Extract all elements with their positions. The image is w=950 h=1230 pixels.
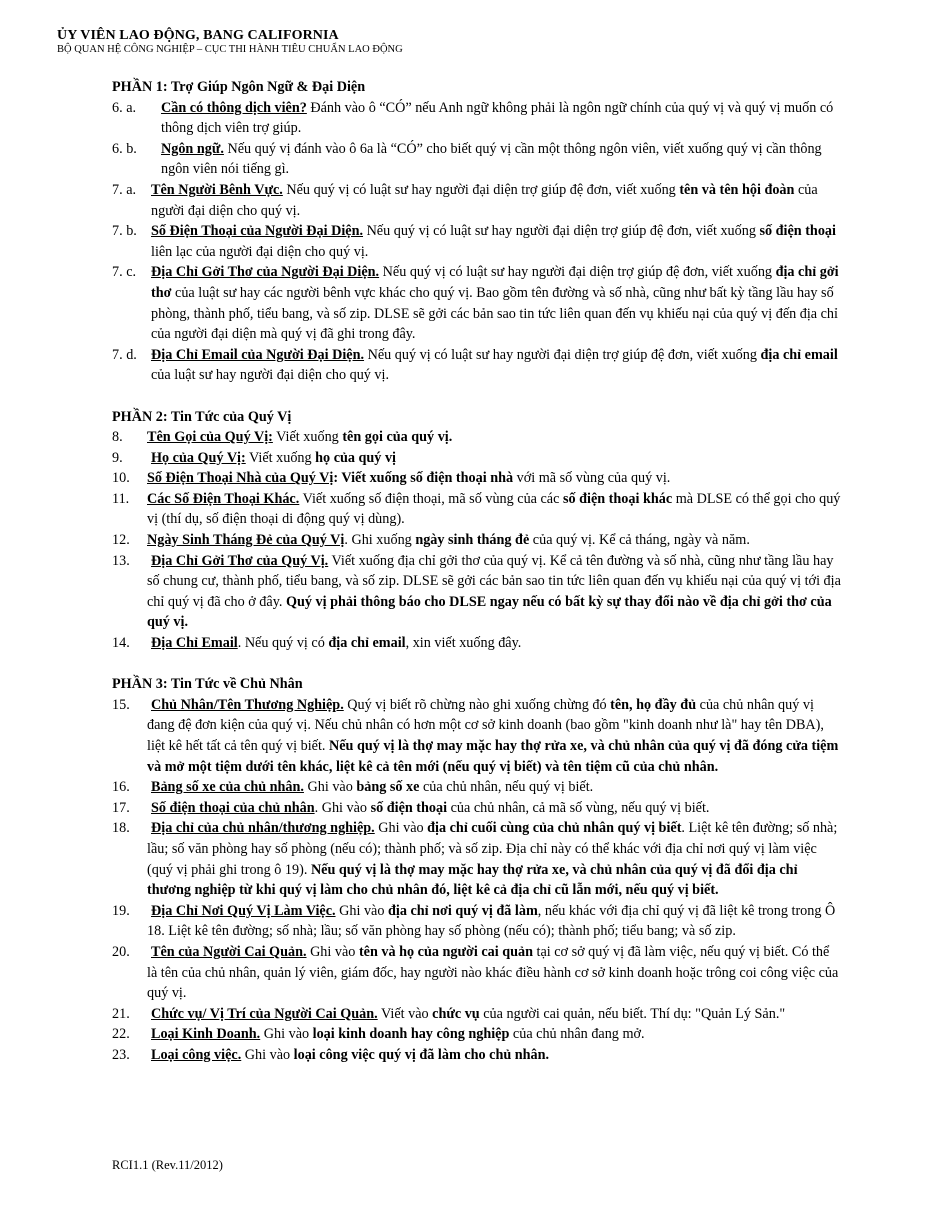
item-number: 8.: [112, 429, 123, 446]
item-text: của chủ nhân đang mở.: [509, 1026, 645, 1043]
section-spacer: [112, 386, 842, 407]
item-text: của người cai quản, nếu biết. Thí dụ: "Quản Lý Sản.": [479, 1005, 786, 1022]
item-label: Địa Chỉ Gởi Thơ của Quý Vị.: [151, 552, 329, 569]
list-item-13: [112, 551, 842, 633]
section-title-part2: PHẦN 2: Tin Tức của Quý Vị: [112, 408, 292, 425]
list-item-23: [112, 1045, 842, 1066]
item-number: 13.: [112, 552, 130, 569]
item-emphasis: địa chỉ gởi thơ: [151, 264, 839, 301]
item-text: của chủ nhân, nếu quý vị biết.: [419, 779, 594, 796]
item-emphasis: bảng số xe: [356, 779, 420, 796]
list-item-11: [112, 489, 842, 530]
item-text: của người đại diện cho quý vị.: [151, 181, 818, 219]
item-text: Ghi vào: [335, 902, 388, 919]
item-emphasis: tên và tên hội đoàn: [679, 181, 795, 198]
item-emphasis: loại công việc quý vị đã làm cho chủ nhân.: [293, 1046, 550, 1063]
item-text: . Nếu quý vị có: [237, 635, 329, 652]
item-text: . Ghi xuống: [344, 532, 416, 549]
item-text: . Liệt kê tên đường; số nhà; lầu; số văn phòng hay số phòng (nếu có); thành phố; và số zip. Địa chỉ này có thể khác với địa chỉ nơi quý vị làm việc (quý vị phải ghi trong ô 19).: [147, 820, 838, 878]
item-label: Địa chỉ của chủ nhân/thương nghiệp.: [151, 820, 375, 837]
item-number: 20.: [112, 943, 130, 960]
item-label: Số điện thoại của chủ nhân: [151, 799, 315, 816]
department-name: BỘ QUAN HỆ CÔNG NGHIỆP – CỤC THI HÀNH TIÊU CHUẨN LAO ĐỘNG: [57, 44, 403, 55]
list-item-18: [112, 818, 842, 900]
item-number: 7. a.: [112, 181, 137, 198]
item-label: Số Điện Thoại Nhà của Quý Vị: [147, 470, 334, 487]
list-item-22: [112, 1024, 842, 1045]
item-label: Tên của Người Cai Quản.: [151, 943, 307, 960]
section-title-part3: PHẦN 3: Tin Tức về Chủ Nhân: [112, 676, 303, 693]
item-text: Viết xuống: [272, 429, 343, 446]
item-emphasis: Nếu quý vị là thợ may mặc hay thợ rửa xe, và chủ nhân của quý vị đã đóng cửa tiệm và mở một tiệm dưới tên khác, liệt kê cả tên mới (nếu quý vị biết) và tên tiệm cũ của chủ nhân.: [147, 738, 839, 775]
item-text: Viết xuống: [245, 449, 316, 466]
item-emphasis: họ của quý vị: [315, 449, 396, 466]
item-label: Chủ Nhân/Tên Thương Nghiệp.: [151, 696, 344, 713]
item-emphasis: số điện thoại: [370, 799, 448, 816]
list-item-12: [112, 530, 842, 551]
item-emphasis: tên gọi của quý vị.: [342, 429, 453, 446]
item-number: 9.: [112, 449, 123, 466]
list-item-7b: [112, 221, 842, 262]
item-text: của chủ nhân, cả mã số vùng, nếu quý vị biết.: [447, 799, 710, 816]
item-text: Ghi vào: [374, 820, 428, 837]
item-emphasis: Quý vị phải thông báo cho DLSE ngay nếu có bất kỳ sự thay đổi nào về địa chỉ gởi thơ của quý vị.: [147, 593, 832, 631]
item-text: mà DLSE có thể gọi cho quý vị (thí dụ, số điện thoại di động quý vị dùng).: [147, 490, 841, 528]
item-text: Nếu quý vị có luật sư hay người đại diện trợ giúp đệ đơn, viết xuống: [282, 181, 680, 198]
item-emphasis: loại kinh doanh hay công nghiệp: [312, 1026, 510, 1043]
item-text: Ghi vào: [241, 1046, 294, 1063]
item-number: 7. c.: [112, 264, 137, 281]
item-number: 23.: [112, 1046, 130, 1063]
list-item-6a: [112, 98, 842, 139]
item-emphasis: chức vụ: [432, 1005, 480, 1022]
item-text: Ghi vào: [303, 779, 357, 796]
item-emphasis: số điện thoại khác: [562, 490, 673, 507]
item-text: Nếu quý vị có luật sư hay người đại diện trợ giúp đệ đơn, viết xuống: [363, 223, 760, 240]
item-text: Viết xuống địa chỉ gởi thơ của quý vị. Kể cả tên đường và số nhà, cũng như tầng lầu hay số chung cư, thành phố, tiểu bang, và số zip. DLSE sẽ gởi các bản sao tin tức liên quan đến vụ khiếu nại của quý vị tới địa chỉ quý vị đã cho ở đây.: [147, 552, 841, 610]
item-text: liên lạc của người đại diện cho quý vị.: [151, 243, 369, 260]
item-label: Bảng số xe của chủ nhân.: [151, 779, 304, 796]
list-item-9: [112, 448, 842, 469]
item-emphasis: ngày sinh tháng đẻ: [415, 532, 530, 549]
item-label: Số Điện Thoại của Người Đại Diện.: [151, 223, 364, 240]
item-text: Nếu quý vị đánh vào ô 6a là “CÓ” cho biết quý vị cần một thông ngôn viên, viết xuống quý vị cần thông ngôn viên nói tiếng gì.: [161, 140, 822, 178]
list-item-19: [112, 901, 842, 942]
item-emphasis: địa chỉ nơi quý vị đã làm: [387, 902, 538, 919]
item-label: Ngôn ngữ.: [161, 140, 224, 157]
item-number: 7. d.: [112, 346, 137, 363]
item-number: 7. b.: [112, 223, 137, 240]
item-number: 11.: [112, 490, 130, 507]
item-emphasis: tên và họ của người cai quản: [358, 943, 533, 960]
item-number: 10.: [112, 470, 130, 487]
item-number: 19.: [112, 902, 130, 919]
item-text: của luật sư hay các người bênh vực khác cho quý vị. Bao gồm tên đường và số nhà, cũng như bất kỳ tầng lầu hay số phòng, thành phố, tiểu bang, và số zip. DLSE sẽ gởi các bản sao tin tức liên quan đến vụ khiếu nại của quý vị đến địa chỉ của người đại diện mà quý vị đã ghi trong đây.: [151, 284, 838, 343]
item-emphasis: tên, họ đầy đủ: [610, 696, 697, 713]
item-label: Cần có thông dịch viên?: [161, 99, 307, 116]
list-item-21: [112, 1004, 842, 1025]
item-text: với mã số vùng của quý vị.: [513, 470, 671, 487]
section-title-part1: PHẦN 1: Trợ Giúp Ngôn Ngữ & Đại Diện: [112, 79, 366, 95]
section-spacer: [112, 654, 842, 675]
list-item-7a: [112, 180, 842, 221]
item-text: Ghi vào: [260, 1026, 313, 1043]
item-number: 17.: [112, 799, 130, 816]
item-text: Đánh vào ô “CÓ” nếu Anh ngữ không phải là ngôn ngữ chính của quý vị và quý vị muốn có thông dịch viên trợ giúp.: [161, 99, 834, 137]
list-item-7d: [112, 345, 842, 386]
item-number: 22.: [112, 1026, 130, 1043]
item-text: , nếu khác với địa chỉ quý vị đã liệt kê trong trong Ô 18. Liệt kê tên đường; số nhà; lầu; số văn phòng hay số phòng (nếu có); thành phố; tiểu bang; và số zip.: [147, 902, 836, 940]
list-item-8: [112, 427, 842, 448]
item-text: của chủ nhân quý vị đang đệ đơn kiện của quý vị. Nếu chủ nhân có hơn một cơ sở kinh doanh (bao gồm "kinh doanh như là" hay tên DBA), liệt kê hết tất cả tên quý vị biết.: [147, 696, 824, 754]
item-label: Loại công việc.: [151, 1046, 242, 1063]
item-emphasis: địa chỉ email: [328, 635, 406, 652]
list-item-15: [112, 695, 842, 777]
item-emphasis: số điện thoại: [759, 223, 836, 240]
item-text: Nếu quý vị có luật sư hay người đại diện trợ giúp đệ đơn, viết xuống: [379, 264, 776, 281]
list-item-6b: [112, 139, 842, 180]
item-number: 12.: [112, 532, 130, 549]
list-item-7c: [112, 262, 842, 344]
list-item-14: [112, 633, 842, 654]
item-text: , xin viết xuống đây.: [405, 635, 522, 652]
item-number: 14.: [112, 635, 130, 652]
item-number: 18.: [112, 820, 130, 837]
item-label: Ngày Sinh Tháng Đẻ của Quý Vị: [147, 532, 345, 549]
item-label: Địa Chỉ Gởi Thơ của Người Đại Diện.: [151, 264, 380, 281]
item-emphasis: địa chỉ email: [760, 346, 838, 363]
item-label: Tên Gọi của Quý Vị:: [147, 429, 273, 446]
form-revision-id: RCI1.1 (Rev.11/2012): [112, 1158, 223, 1172]
item-number: 16.: [112, 779, 130, 796]
item-text: Nếu quý vị có luật sư hay người đại diện trợ giúp đệ đơn, viết xuống: [364, 346, 761, 363]
item-label: Tên Người Bênh Vực.: [151, 181, 283, 198]
item-number: 15.: [112, 696, 130, 713]
item-number: 6. a.: [112, 99, 137, 116]
item-text: của luật sư hay người đại diện cho quý vị.: [151, 367, 390, 384]
item-emphasis: địa chỉ cuối cùng của chủ nhân quý vị biết: [427, 820, 682, 837]
list-item-16: [112, 777, 842, 798]
item-label: Địa Chỉ Nơi Quý Vị Làm Việc.: [151, 902, 336, 919]
item-emphasis: số điện thoại nhà: [410, 470, 514, 487]
item-label: Họ của Quý Vị:: [151, 449, 246, 466]
item-label: Địa Chỉ Email: [151, 635, 238, 652]
document-header: [57, 28, 403, 56]
item-label: Loại Kinh Doanh.: [151, 1026, 261, 1043]
item-text: . Ghi vào: [314, 799, 371, 816]
list-item-17: [112, 798, 842, 819]
item-text: Ghi vào: [306, 943, 359, 960]
item-emphasis: : Viết xuống: [333, 470, 411, 487]
item-label: Các Số Điện Thoại Khác.: [147, 490, 300, 507]
item-emphasis: Nếu quý vị là thợ may mặc hay thợ rửa xe, và chủ nhân của quý vị đã đổi địa chỉ thương nghiệp từ khi quý vị làm cho chủ nhân đó, liệt kê cả địa chỉ cũ lẫn mới, nếu quý vị biết.: [147, 861, 798, 899]
list-item-10: [112, 468, 842, 489]
item-text: Quý vị biết rõ chừng nào ghi xuống chừng đó: [343, 696, 611, 713]
instructions-body: [112, 77, 842, 1066]
item-label: Chức vụ/ Vị Trí của Người Cai Quản.: [151, 1005, 378, 1022]
item-text: của quý vị. Kể cả tháng, ngày và năm.: [529, 532, 750, 549]
agency-name: ỦY VIÊN LAO ĐỘNG, BANG CALIFORNIA: [57, 28, 339, 43]
list-item-20: [112, 942, 842, 1004]
item-text: tại cơ sở quý vị đã làm việc, nếu quý vị biết. Có thể là tên của chủ nhân, quản lý viên, giám đốc, hay người nào khác điều hành cơ sở kinh doanh hoặc trông coi công việc của quý vị.: [147, 943, 839, 1002]
item-text: Viết vào: [377, 1005, 433, 1022]
item-label: Địa Chỉ Email của Người Đại Diện.: [151, 346, 365, 363]
item-text: Viết xuống số điện thoại, mã số vùng của các: [299, 490, 563, 507]
item-number: 6. b.: [112, 140, 137, 157]
item-number: 21.: [112, 1005, 130, 1022]
